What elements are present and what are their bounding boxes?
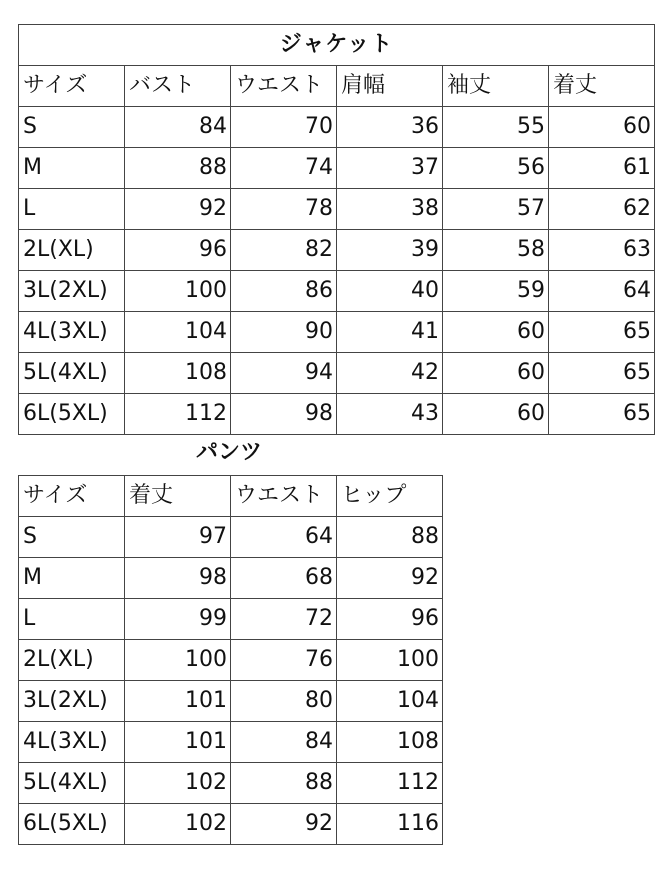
jacket-table-row xyxy=(19,107,655,148)
jacket-size-cell: 3L(2XL) xyxy=(19,271,125,312)
pants-value-cell: 92 xyxy=(231,804,337,845)
jacket-title: ジャケット xyxy=(19,25,655,66)
jacket-value-cell: 58 xyxy=(443,230,549,271)
pants-column-header: ウエスト xyxy=(231,476,337,517)
pants-value-cell: 99 xyxy=(125,599,231,640)
pants-table-row xyxy=(19,722,443,763)
jacket-column-header: バスト xyxy=(125,66,231,107)
pants-column-header: 着丈 xyxy=(125,476,231,517)
jacket-value-cell: 65 xyxy=(549,312,655,353)
pants-size-cell: 4L(3XL) xyxy=(19,722,125,763)
jacket-column-header: 袖丈 xyxy=(443,66,549,107)
jacket-size-cell: 6L(5XL) xyxy=(19,394,125,435)
jacket-table-row xyxy=(19,394,655,435)
jacket-value-cell: 60 xyxy=(443,312,549,353)
pants-value-cell: 92 xyxy=(337,558,443,599)
pants-value-cell: 112 xyxy=(337,763,443,804)
pants-size-cell: M xyxy=(19,558,125,599)
pants-size-table xyxy=(18,475,443,845)
jacket-header-row xyxy=(19,66,655,107)
jacket-value-cell: 62 xyxy=(549,189,655,230)
pants-value-cell: 84 xyxy=(231,722,337,763)
pants-value-cell: 104 xyxy=(337,681,443,722)
jacket-value-cell: 70 xyxy=(231,107,337,148)
jacket-value-cell: 96 xyxy=(125,230,231,271)
jacket-value-cell: 98 xyxy=(231,394,337,435)
jacket-value-cell: 88 xyxy=(125,148,231,189)
jacket-value-cell: 36 xyxy=(337,107,443,148)
jacket-column-header: 着丈 xyxy=(549,66,655,107)
jacket-value-cell: 43 xyxy=(337,394,443,435)
pants-value-cell: 101 xyxy=(125,722,231,763)
jacket-table-row xyxy=(19,230,655,271)
jacket-table-body xyxy=(19,66,655,435)
jacket-table-row xyxy=(19,312,655,353)
jacket-value-cell: 38 xyxy=(337,189,443,230)
jacket-value-cell: 56 xyxy=(443,148,549,189)
jacket-value-cell: 63 xyxy=(549,230,655,271)
pants-size-cell: 6L(5XL) xyxy=(19,804,125,845)
jacket-value-cell: 112 xyxy=(125,394,231,435)
jacket-column-header: 肩幅 xyxy=(337,66,443,107)
pants-size-cell: 2L(XL) xyxy=(19,640,125,681)
pants-table-row xyxy=(19,599,443,640)
pants-value-cell: 96 xyxy=(337,599,443,640)
jacket-value-cell: 64 xyxy=(549,271,655,312)
jacket-size-cell: S xyxy=(19,107,125,148)
pants-header-row xyxy=(19,476,443,517)
pants-table-row xyxy=(19,558,443,599)
jacket-value-cell: 37 xyxy=(337,148,443,189)
jacket-column-header: ウエスト xyxy=(231,66,337,107)
jacket-value-cell: 65 xyxy=(549,353,655,394)
jacket-value-cell: 86 xyxy=(231,271,337,312)
jacket-value-cell: 61 xyxy=(549,148,655,189)
pants-table-row xyxy=(19,804,443,845)
pants-column-header: ヒップ xyxy=(337,476,443,517)
pants-table-body xyxy=(19,476,443,845)
jacket-table-row xyxy=(19,148,655,189)
jacket-value-cell: 65 xyxy=(549,394,655,435)
pants-size-cell: 5L(4XL) xyxy=(19,763,125,804)
pants-title: パンツ xyxy=(196,440,263,465)
jacket-value-cell: 59 xyxy=(443,271,549,312)
pants-value-cell: 102 xyxy=(125,763,231,804)
jacket-value-cell: 40 xyxy=(337,271,443,312)
jacket-value-cell: 94 xyxy=(231,353,337,394)
jacket-size-cell: 5L(4XL) xyxy=(19,353,125,394)
jacket-value-cell: 55 xyxy=(443,107,549,148)
pants-value-cell: 80 xyxy=(231,681,337,722)
jacket-title-row xyxy=(19,25,655,66)
pants-value-cell: 64 xyxy=(231,517,337,558)
pants-value-cell: 88 xyxy=(231,763,337,804)
pants-size-cell: S xyxy=(19,517,125,558)
pants-value-cell: 72 xyxy=(231,599,337,640)
pants-value-cell: 97 xyxy=(125,517,231,558)
pants-size-cell: L xyxy=(19,599,125,640)
jacket-size-cell: 2L(XL) xyxy=(19,230,125,271)
jacket-table-row xyxy=(19,353,655,394)
pants-value-cell: 108 xyxy=(337,722,443,763)
jacket-value-cell: 100 xyxy=(125,271,231,312)
jacket-value-cell: 104 xyxy=(125,312,231,353)
jacket-value-cell: 92 xyxy=(125,189,231,230)
jacket-value-cell: 82 xyxy=(231,230,337,271)
jacket-value-cell: 57 xyxy=(443,189,549,230)
pants-table-row xyxy=(19,763,443,804)
pants-table-row xyxy=(19,517,443,558)
pants-value-cell: 68 xyxy=(231,558,337,599)
pants-table-row xyxy=(19,681,443,722)
jacket-value-cell: 60 xyxy=(443,353,549,394)
pants-value-cell: 100 xyxy=(125,640,231,681)
jacket-value-cell: 60 xyxy=(549,107,655,148)
jacket-value-cell: 78 xyxy=(231,189,337,230)
jacket-size-cell: 4L(3XL) xyxy=(19,312,125,353)
jacket-value-cell: 39 xyxy=(337,230,443,271)
jacket-value-cell: 108 xyxy=(125,353,231,394)
jacket-table-row xyxy=(19,271,655,312)
jacket-size-cell: L xyxy=(19,189,125,230)
jacket-value-cell: 90 xyxy=(231,312,337,353)
jacket-value-cell: 41 xyxy=(337,312,443,353)
pants-value-cell: 101 xyxy=(125,681,231,722)
pants-value-cell: 76 xyxy=(231,640,337,681)
pants-value-cell: 98 xyxy=(125,558,231,599)
jacket-value-cell: 60 xyxy=(443,394,549,435)
pants-size-cell: 3L(2XL) xyxy=(19,681,125,722)
jacket-column-header: サイズ xyxy=(19,66,125,107)
jacket-size-table xyxy=(18,24,655,435)
pants-value-cell: 102 xyxy=(125,804,231,845)
jacket-table-row xyxy=(19,189,655,230)
pants-value-cell: 116 xyxy=(337,804,443,845)
pants-column-header: サイズ xyxy=(19,476,125,517)
jacket-value-cell: 74 xyxy=(231,148,337,189)
jacket-size-cell: M xyxy=(19,148,125,189)
jacket-value-cell: 42 xyxy=(337,353,443,394)
pants-value-cell: 88 xyxy=(337,517,443,558)
jacket-value-cell: 84 xyxy=(125,107,231,148)
pants-table-row xyxy=(19,640,443,681)
pants-value-cell: 100 xyxy=(337,640,443,681)
